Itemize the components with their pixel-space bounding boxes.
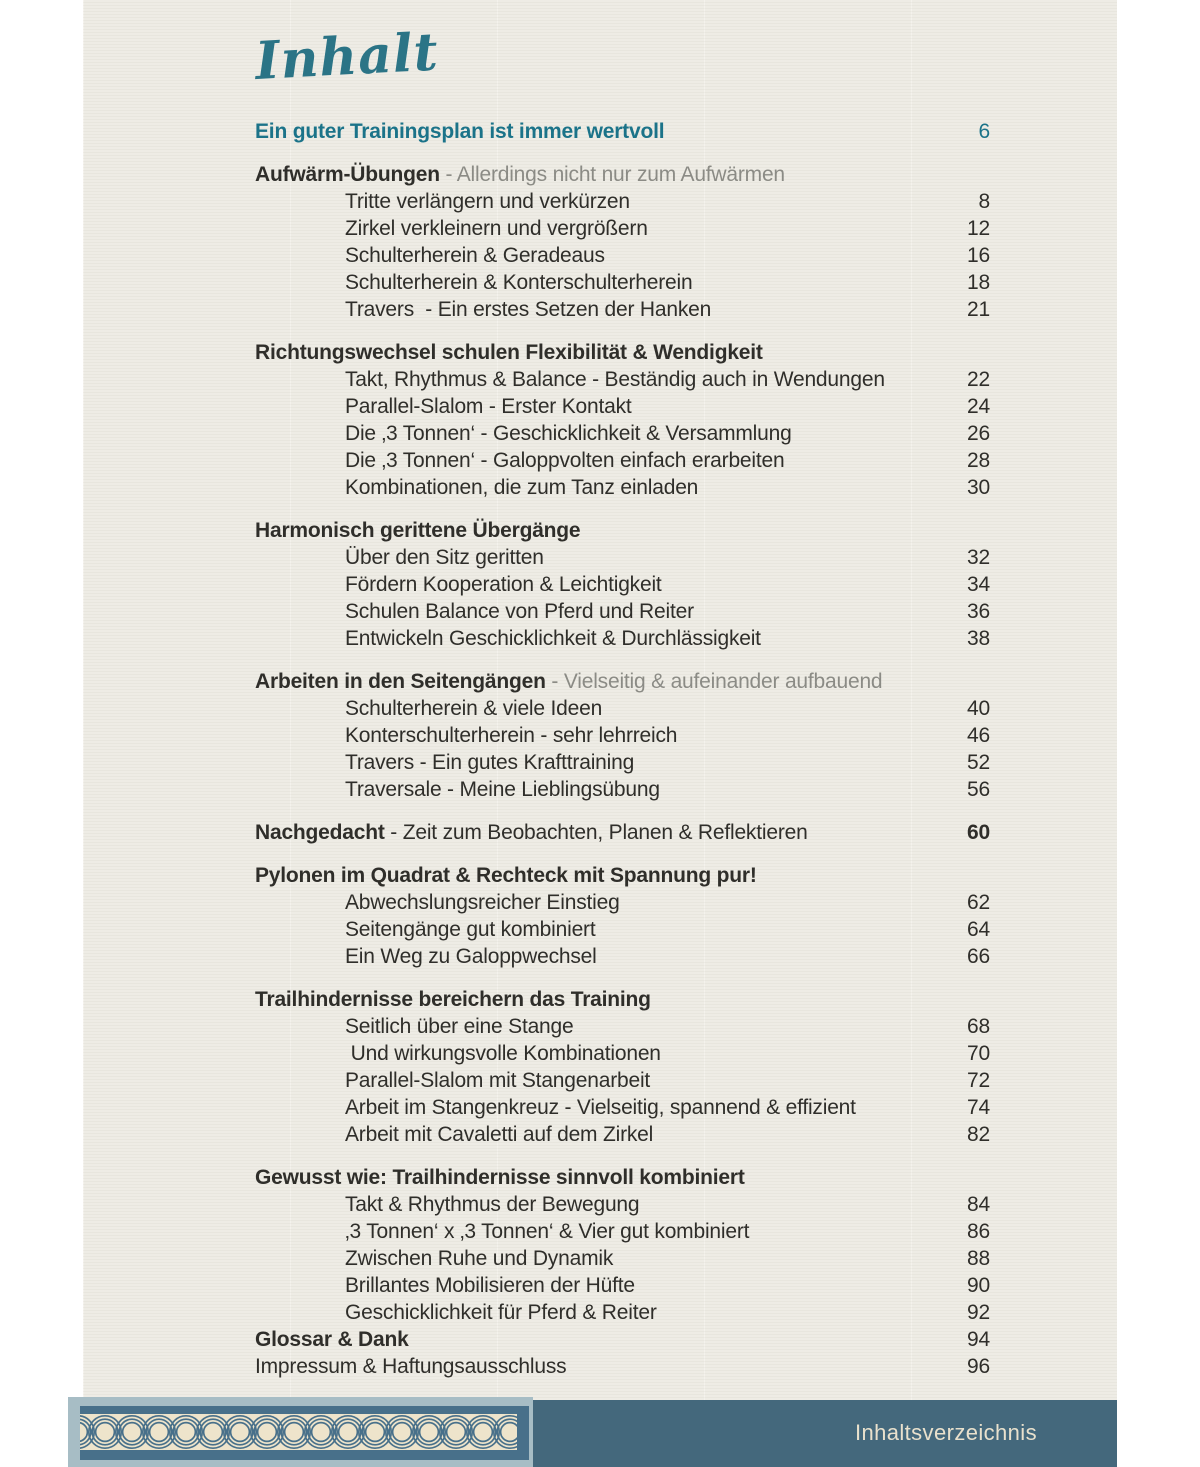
entry-page-number: 22 [967, 368, 990, 391]
ornament-teal-frame [80, 1406, 529, 1460]
toc-item [255, 474, 990, 501]
entry-label: Entwickeln Geschicklichkeit & Durchlässigkeit [345, 627, 761, 650]
entry-label: Seitlich über eine Stange [345, 1015, 574, 1038]
entry-label: Zwischen Ruhe und Dynamik [345, 1247, 614, 1270]
entry-label: Die ‚3 Tonnen‘ - Galoppvolten einfach erarbeiten [345, 449, 785, 472]
entry-label: Arbeit im Stangenkreuz - Vielseitig, spannend & effizient [345, 1096, 856, 1119]
entry-label: Schulterherein & Konterschulterherein [345, 271, 693, 294]
entry-page-number: 66 [967, 945, 990, 968]
toc-item [255, 1094, 990, 1121]
entry-label: Impressum & Haftungsausschluss [255, 1355, 567, 1378]
page-footer [83, 1397, 1117, 1467]
section-subtitle: - Zeit zum Beobachten, Planen & Reflektieren [384, 821, 808, 844]
toc-item [255, 598, 990, 625]
entry-page-number: 32 [967, 546, 990, 569]
toc-section-header [255, 1164, 990, 1191]
section-title-text: Richtungswechsel schulen Flexibilität & Wendigkeit [255, 341, 763, 364]
entry-label: Schulterherein & Geradeaus [345, 244, 605, 267]
section-subtitle: - Allerdings nicht nur zum Aufwärmen [439, 163, 785, 186]
entry-label: Takt, Rhythmus & Balance - Beständig auch in Wendungen [345, 368, 885, 391]
toc-content [83, 0, 1117, 1380]
entry-label: Abwechslungsreicher Einstieg [345, 891, 620, 914]
entry-page-number: 92 [967, 1301, 990, 1324]
section-title-text: Gewusst wie: Trailhindernisse sinnvoll kombiniert [255, 1166, 745, 1189]
toc-item [255, 1245, 990, 1272]
toc-item [255, 571, 990, 598]
entry-label: Die ‚3 Tonnen‘ - Geschicklichkeit & Versammlung [345, 422, 792, 445]
ornament-cream-panel [80, 1414, 517, 1450]
entry-label: Parallel-Slalom mit Stangenarbeit [345, 1069, 651, 1092]
toc-item [255, 695, 990, 722]
toc-item [255, 393, 990, 420]
toc-item [255, 544, 990, 571]
entry-page-number: 18 [967, 271, 990, 294]
entry-label: Konterschulterherein - sehr lehrreich [345, 724, 678, 747]
entry-page-number: 82 [967, 1123, 990, 1146]
toc-item [255, 296, 990, 323]
entry-page-number: 56 [967, 778, 990, 801]
toc-item [255, 943, 990, 970]
toc-item [255, 242, 990, 269]
entry-label: Brillantes Mobilisieren der Hüfte [345, 1274, 635, 1297]
toc-entry [255, 1353, 990, 1380]
entry-page-number: 88 [967, 1247, 990, 1270]
entry-page-number: 26 [967, 422, 990, 445]
entry-label: ‚3 Tonnen‘ x ‚3 Tonnen‘ & Vier gut kombiniert [345, 1220, 750, 1243]
toc-item [255, 916, 990, 943]
toc-item [255, 1040, 990, 1067]
entry-label: Parallel-Slalom - Erster Kontakt [345, 395, 632, 418]
entry-page-number: 46 [967, 724, 990, 747]
entry-page-number: 8 [978, 190, 990, 213]
toc-item [255, 269, 990, 296]
toc-item [255, 447, 990, 474]
entry-label: Arbeit mit Cavaletti auf dem Zirkel [345, 1123, 654, 1146]
entry-page-number: 68 [967, 1015, 990, 1038]
interlocking-rings-icon [80, 1414, 517, 1450]
entry-label: Glossar & Dank [255, 1328, 409, 1351]
entry-page-number: 70 [967, 1042, 990, 1065]
toc-section-header [255, 517, 990, 544]
entry-page-number: 96 [967, 1355, 990, 1378]
toc-section-header [255, 339, 990, 366]
entry-label: Schulterherein & viele Ideen [345, 697, 603, 720]
toc-item [255, 625, 990, 652]
entry-label: Travers - Ein gutes Krafttraining [345, 751, 635, 774]
section-title [255, 1164, 745, 1191]
entry-label: Schulen Balance von Pferd und Reiter [345, 600, 694, 623]
toc-entry [255, 1326, 990, 1353]
inhalt-script-title: Inhalt [253, 21, 441, 93]
toc-section-header [255, 668, 990, 695]
entry-page-number: 84 [967, 1193, 990, 1216]
section-title-text: Nachgedacht [255, 821, 385, 844]
section-title-text: Pylonen im Quadrat & Rechteck mit Spannung pur! [255, 864, 757, 887]
entry-label: Ein Weg zu Galoppwechsel [345, 945, 597, 968]
toc-section-header [255, 819, 990, 846]
entry-label: Traversale - Meine Lieblingsübung [345, 778, 660, 801]
toc-item [255, 1272, 990, 1299]
toc-item [255, 749, 990, 776]
toc-item [255, 366, 990, 393]
entry-page-number: 40 [967, 697, 990, 720]
section-title-text: Arbeiten in den Seitengängen [255, 670, 546, 693]
toc-list [255, 118, 990, 1380]
entry-page-number: 38 [967, 627, 990, 650]
entry-page-number: 34 [967, 573, 990, 596]
toc-item [255, 722, 990, 749]
section-subtitle: - Vielseitig & aufeinander aufbauend [545, 670, 883, 693]
toc-section-header [255, 862, 990, 889]
entry-page-number: 21 [967, 298, 990, 321]
section-title-text: Trailhindernisse bereichern das Training [255, 988, 651, 1011]
entry-page-number: 72 [967, 1069, 990, 1092]
entry-label: Seitengänge gut kombiniert [345, 918, 596, 941]
section-title [255, 339, 763, 366]
entry-label: Travers - Ein erstes Setzen der Hanken [345, 298, 712, 321]
entry-page-number: 86 [967, 1220, 990, 1243]
section-title [255, 862, 757, 889]
footer-chapter-band [533, 1400, 1117, 1467]
toc-item [255, 889, 990, 916]
toc-item [255, 1299, 990, 1326]
ornament-border [68, 1397, 533, 1467]
section-title [255, 517, 580, 544]
entry-page-number: 12 [967, 217, 990, 240]
entry-page-number: 6 [978, 120, 990, 143]
entry-label: Tritte verlängern und verkürzen [345, 190, 630, 213]
section-title-text: Aufwärm-Übungen [255, 163, 440, 186]
toc-item [255, 1067, 990, 1094]
toc-section-header [255, 161, 990, 188]
toc-item [255, 188, 990, 215]
entry-page-number: 74 [967, 1096, 990, 1119]
section-title [255, 668, 882, 695]
book-page [83, 0, 1117, 1467]
section-title [255, 161, 785, 188]
entry-page-number: 64 [967, 918, 990, 941]
entry-label: Kombinationen, die zum Tanz einladen [345, 476, 699, 499]
entry-page-number: 28 [967, 449, 990, 472]
entry-page-number: 24 [967, 395, 990, 418]
entry-page-number: 90 [967, 1274, 990, 1297]
entry-label: Zirkel verkleinern und vergrößern [345, 217, 648, 240]
toc-item [255, 1121, 990, 1148]
toc-feature-entry [255, 118, 990, 145]
toc-item [255, 420, 990, 447]
section-title [255, 986, 651, 1013]
toc-item [255, 1191, 990, 1218]
entry-label: Fördern Kooperation & Leichtigkeit [345, 573, 662, 596]
entry-label: Takt & Rhythmus der Bewegung [345, 1193, 640, 1216]
section-title [255, 819, 808, 846]
entry-page-number: 94 [967, 1328, 990, 1351]
entry-page-number: 60 [967, 821, 990, 844]
entry-page-number: 30 [967, 476, 990, 499]
toc-item [255, 1013, 990, 1040]
section-title-text: Harmonisch gerittene Übergänge [255, 519, 581, 542]
toc-item [255, 776, 990, 803]
entry-label: Ein guter Trainingsplan ist immer wertvoll [255, 120, 665, 143]
toc-item [255, 1218, 990, 1245]
entry-page-number: 62 [967, 891, 990, 914]
footer-chapter-label: Inhaltsverzeichnis [854, 1420, 1037, 1445]
entry-label: Geschicklichkeit für Pferd & Reiter [345, 1301, 657, 1324]
toc-section-header [255, 986, 990, 1013]
toc-item [255, 215, 990, 242]
entry-page-number: 36 [967, 600, 990, 623]
entry-label: Und wirkungsvolle Kombinationen [345, 1042, 661, 1065]
entry-page-number: 16 [967, 244, 990, 267]
entry-label: Über den Sitz geritten [345, 546, 544, 569]
entry-page-number: 52 [967, 751, 990, 774]
